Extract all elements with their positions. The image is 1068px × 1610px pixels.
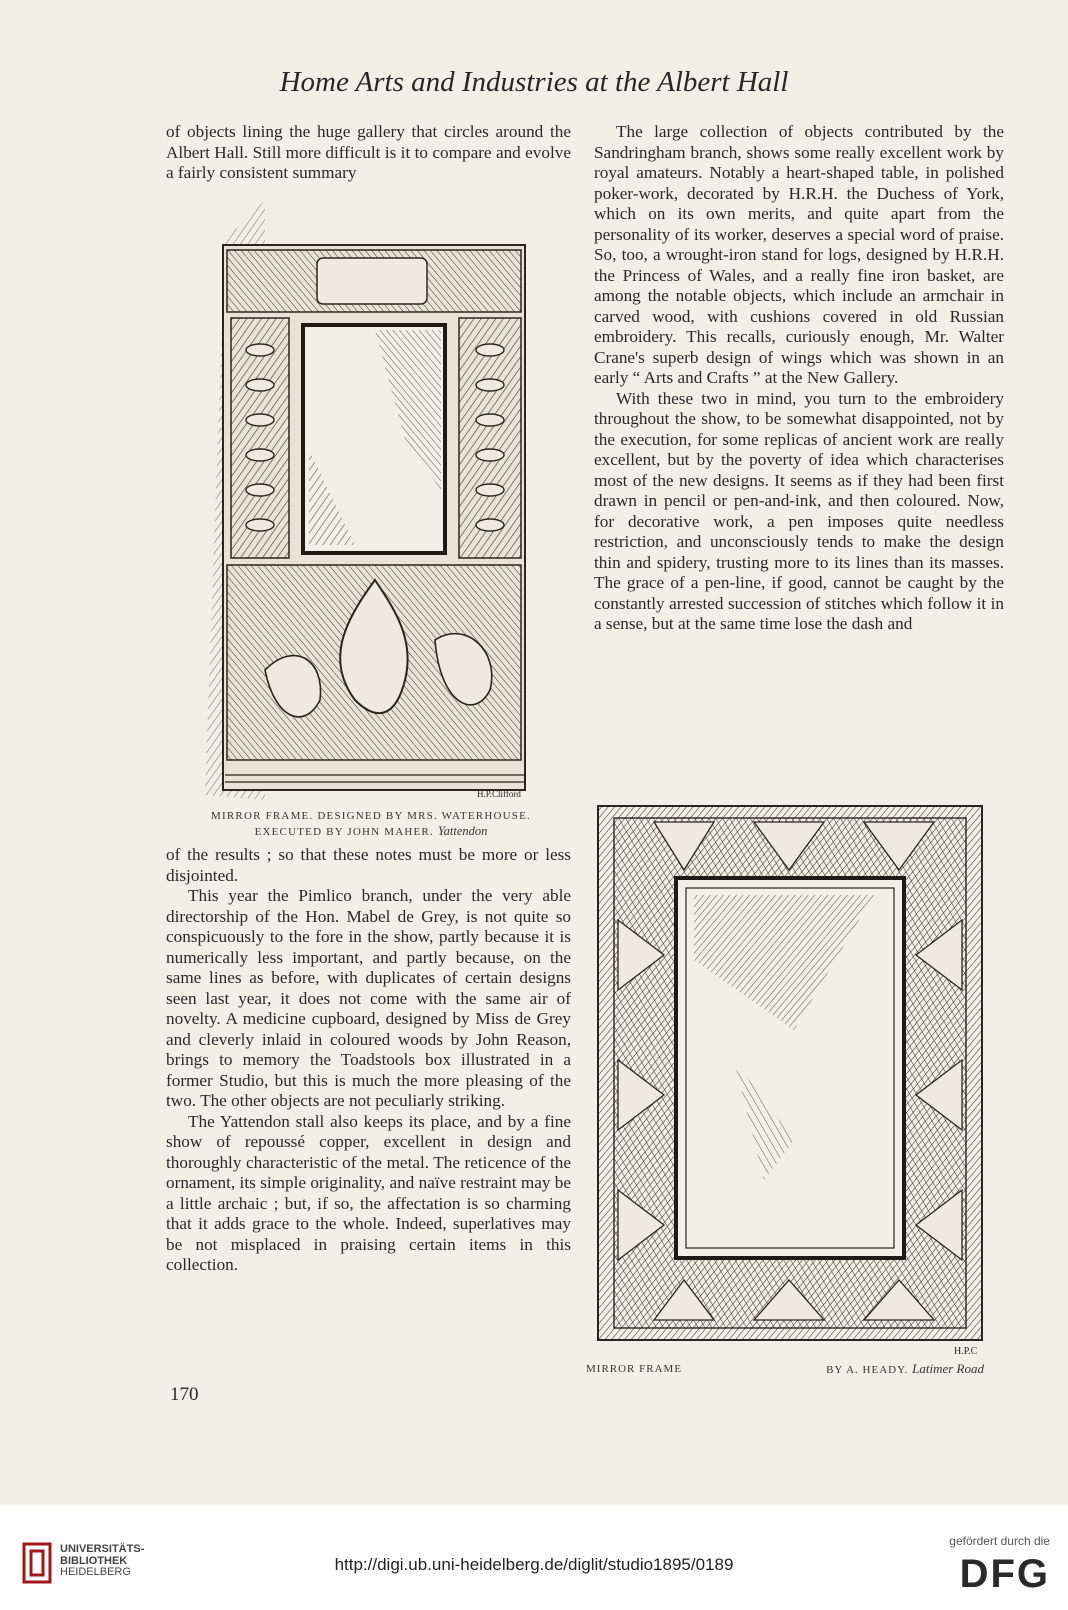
paragraph: The large collection of objects contributed by the Sandringham branch, shows some really excellent work by royal amateurs. Notably a heart-shaped table, in polished poker-work, decorated by H.R.H. the Duchess of York, which on its own merits, and quite apart from the personality of its worker, deserves a special word of praise. So, too, a wrought-iron stand for logs, designed by H.R.H. the Princess of Wales, and a really fine iron basket, are among the notable objects, which include an armchair in carved wood, with cushions covered in old Russian embroidery. This recalls, curiously enough, Mr. Walter Crane's superb design of wings which was shown in an early “ Arts and Crafts ” at the New Gallery. <box>594 122 1004 387</box>
figure-mirror-frame-waterhouse <box>205 200 565 805</box>
caption-line-2 <box>166 824 576 840</box>
caption-executed: EXECUTED BY JOHN MAHER. <box>254 826 434 838</box>
library-line-2: BIBLIOTHEK <box>60 1554 128 1567</box>
paragraph: of the results ; so that these notes must be more or less disjointed. <box>166 845 571 885</box>
caption-line-1: MIRROR FRAME. DESIGNED BY MRS. WATERHOUSE. <box>211 810 531 822</box>
signature: H.P.Clifford <box>477 789 521 799</box>
figure-mirror-frame-heady <box>594 800 989 1360</box>
permalink-url[interactable]: http://digi.ub.uni-heidelberg.de/diglit/studio1895/0189 <box>334 1555 734 1574</box>
paragraph: The Yattendon stall also keeps its place, and by a fine show of repoussé copper, excellent in design and thoroughly characteristic of the metal. The reticence of the ornament, its simple originality, and naïve restraint may be a little archaic ; but, if so, the affectation is so charming that it adds grace to the whole. Indeed, superlatives may be not misplaced in praising certain items in this collection. <box>166 1111 571 1274</box>
caption-place: Yattendon <box>437 824 488 838</box>
caption-title: MIRROR FRAME <box>586 1363 683 1375</box>
paragraph: of objects lining the huge gallery that circles around the Albert Hall. Still more difficult is it to compare and evolve a fairly consistent summary <box>166 122 571 182</box>
figure-1-caption <box>166 809 576 840</box>
caption-designer: BY A. HEADY. <box>826 1364 909 1376</box>
page-number: 170 <box>170 1384 199 1405</box>
dfg-logo: DFG <box>959 1552 1050 1596</box>
left-column-bottom <box>166 845 571 1276</box>
right-column <box>594 122 1004 635</box>
mirror-frame-illustration-1 <box>205 200 565 805</box>
figure-2-caption <box>586 1363 984 1375</box>
left-column-top <box>166 122 571 184</box>
signature: H.P.C <box>954 1346 978 1357</box>
caption-credit <box>826 1361 984 1377</box>
mirror-frame-illustration-2 <box>594 800 989 1360</box>
funded-by-label: gefördert durch die <box>949 1534 1050 1548</box>
paragraph: With these two in mind, you turn to the embroidery throughout the show, to be somewhat disappointed, not by the execution, for some replicas of ancient work are really excellent, but by the poverty of idea which characterises most of the new designs. It seems as if they had been first drawn in pencil or pen-and-ink, and then coloured. Now, for decorative work, a pen imposes quite needless restriction, and unconsciously tends to make the design thin and spidery, trusting more to its lines than its masses. The grace of a pen-line, if good, cannot be caught by the constantly arrested succession of stitches which follow it in a sense, but at the same time lose the dash and <box>594 388 1004 633</box>
library-line-3: HEIDELBERG <box>60 1566 131 1578</box>
paragraph: This year the Pimlico branch, under the very able directorship of the Hon. Mabel de Grey, is not quite so conspicuously to the fore in the show, partly because it is numerically less important, and partly because, on the same lines as before, with duplicates of certain designs seen last year, it does not come with the same air of novelty. A medicine cupboard, designed by Miss de Grey and cleverly inlaid in coloured woods by John Reason, brings to memory the Toadstools box illustrated in a former Studio, but this is much the more pleasing of the two. The other objects are not peculiarly striking. <box>166 886 571 1110</box>
caption-place: Latimer Road <box>912 1361 984 1376</box>
running-header: Home Arts and Industries at the Albert Hall <box>279 66 789 98</box>
library-line-1: UNIVERSITÄTS- <box>60 1543 145 1555</box>
